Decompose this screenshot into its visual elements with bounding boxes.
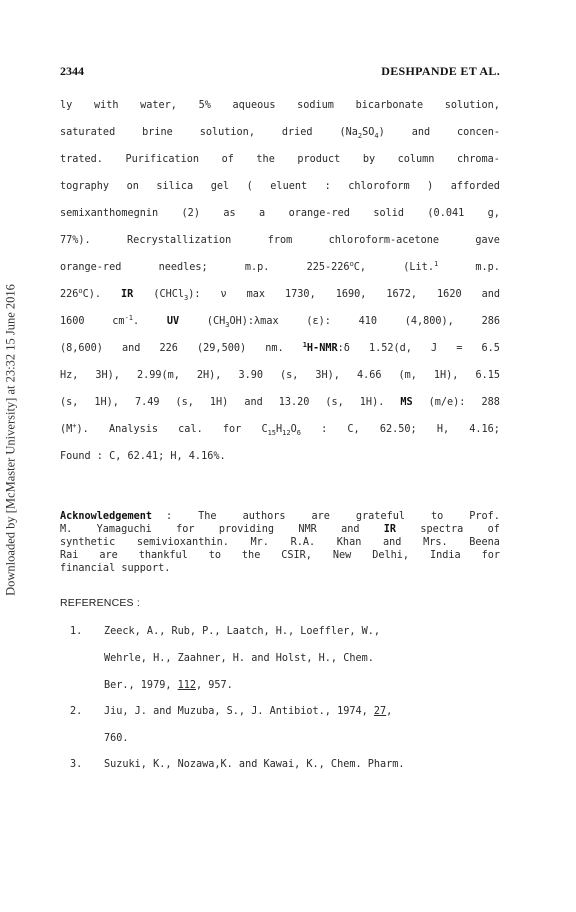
body-line: trated. Purification of the product by column chroma- (60, 154, 500, 165)
page-number: 2344 (60, 64, 84, 78)
ack-heading: Acknowledgement (60, 511, 153, 522)
ack-line: financial support. (60, 563, 171, 574)
ack-line: Rai are thankful to the CSIR, New Delhi, India for (60, 550, 500, 561)
body-line: semixanthomegnin (2) as a orange-red solid (0.041 g, (60, 208, 500, 219)
reference-line: 760. (104, 733, 129, 744)
download-watermark (2, 250, 20, 630)
body-line: Hz, 3H), 2.99(m, 2H), 3.90 (s, 3H), 4.66 (m, 1H), 6.15 (60, 370, 500, 381)
references-heading: REFERENCES : (60, 597, 140, 609)
body-line: saturated brine solution, dried $(Na_2SO_4)$ and concen- (60, 127, 500, 140)
reference-number: 1. (70, 626, 83, 637)
body-line: 1600 $cm^{-1}$. UV $(CH_3OH):\lambda\max$ (ε): 410 (4,800), 286 (60, 314, 500, 329)
ack-line: Acknowledgement : The authors are grateful to Prof. (60, 511, 500, 522)
page-header (60, 64, 500, 84)
ack-line: M. Yamaguchi for providing NMR and IR spectra of (60, 524, 500, 535)
ack-line: synthetic semivioxanthin. Mr. R.A. Khan and Mrs. Beena (60, 537, 500, 548)
body-line: (M+). Analysis cal. for $C_{15}H_{12}O_6$ : C, 62.50; H, 4.16; (60, 422, 500, 437)
reference-line: Wehrle, H., Zaahner, H. and Holst, H., Chem. (104, 653, 374, 664)
body-line: tography on silica gel ( eluent : chloroform ) afforded (60, 181, 500, 192)
body-line: (8,600) and 226 (29,500) nm. $^1$H-NMR:δ 1.52(d, J = 6.5 (60, 341, 500, 354)
reference-number: 3. (70, 759, 83, 770)
body-line: Found : C, 62.41; H, 4.16%. (60, 451, 226, 462)
reference-number: 2. (70, 706, 83, 717)
body-line: 77%). Recrystallization from chloroform-acetone gave (60, 235, 500, 246)
reference-line: Jiu, J. and Muzuba, S., J. Antibiot., 1974, 27, (104, 706, 393, 717)
body-line: 226$^o$C). IR (CHCl$_3$): ν max 1730, 1690, 1672, 1620 and (60, 287, 500, 302)
body-line: (s, 1H), 7.49 (s, 1H) and 13.20 (s, 1H). MS (m/e): 288 (60, 397, 500, 408)
reference-line: Ber., 1979, 112, 957. (104, 680, 233, 691)
watermark-text: Downloaded by [McMaster University] at 23:32 15 June 2016 (3, 284, 18, 596)
body-line: ly with water, 5% aqueous sodium bicarbonate solution, (60, 100, 500, 111)
running-title: DESHPANDE ET AL. (381, 64, 500, 78)
reference-line: Suzuki, K., Nozawa,K. and Kawai, K., Chem. Pharm. (104, 759, 405, 770)
body-line: orange-red needles; m.p. 225-226$^o$C, (Lit.$^1$ m.p. (60, 260, 500, 273)
reference-line: Zeeck, A., Rub, P., Laatch, H., Loeffler, W., (104, 626, 381, 637)
